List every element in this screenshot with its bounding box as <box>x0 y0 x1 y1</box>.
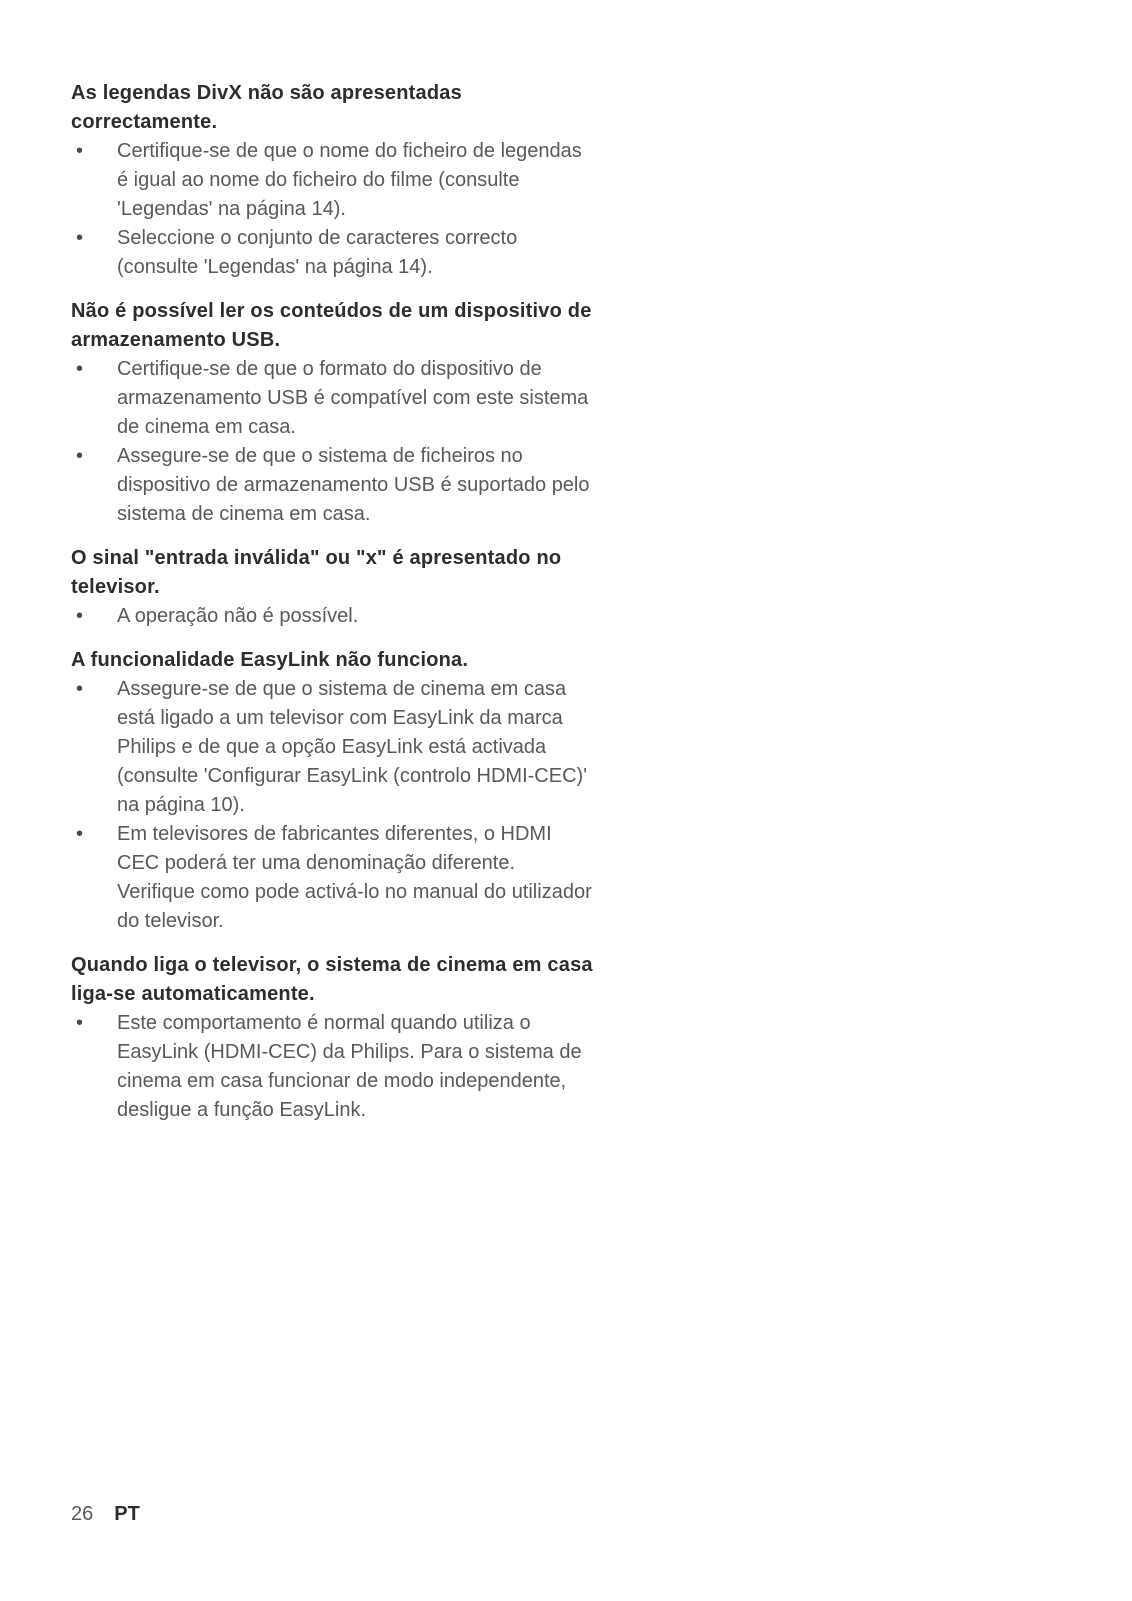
section-invalid-input <box>71 544 598 631</box>
bullet-text: Este comportamento é normal quando utiliza o EasyLink (HDMI-CEC) da Philips. Para o sistema de cinema em casa funcionar de modo independente, desligue a função EasyLink. <box>117 1012 582 1121</box>
bullet-icon: • <box>76 140 84 162</box>
section-tv-auto-on <box>71 951 598 1125</box>
bullet-icon: • <box>76 1012 84 1034</box>
section-divx-subtitles <box>71 79 598 282</box>
language-code: PT <box>114 1503 140 1525</box>
bullet-icon: • <box>76 678 84 700</box>
bullet-text: Certifique-se de que o nome do ficheiro de legendas é igual ao nome do ficheiro do filme (consulte 'Legendas' na página 14). <box>117 140 582 220</box>
page-number: 26 <box>71 1503 94 1525</box>
section-heading: Quando liga o televisor, o sistema de cinema em casa liga-se automaticamente. <box>71 954 593 1005</box>
bullet-icon: • <box>76 445 84 467</box>
section-heading: As legendas DivX não são apresentadas correctamente. <box>71 82 462 133</box>
list-item <box>71 442 598 529</box>
bullet-icon: • <box>76 823 84 845</box>
bullet-list <box>71 1009 598 1125</box>
list-item <box>71 355 598 442</box>
bullet-text: Assegure-se de que o sistema de cinema em casa está ligado a um televisor com EasyLink da marca Philips e de que a opção EasyLink está activada (consulte 'Configurar EasyLink (controlo HDMI-CEC)' na página 10). <box>117 678 588 816</box>
bullet-list <box>71 355 598 529</box>
section-heading: A funcionalidade EasyLink não funciona. <box>71 649 469 671</box>
bullet-list <box>71 675 598 936</box>
section-easylink-not-working <box>71 646 598 936</box>
section-heading: O sinal "entrada inválida" ou "x" é apresentado no televisor. <box>71 547 562 598</box>
list-item <box>71 602 598 631</box>
list-item <box>71 1009 598 1125</box>
bullet-icon: • <box>76 358 84 380</box>
bullet-text: Certifique-se de que o formato do dispositivo de armazenamento USB é compatível com este sistema de cinema em casa. <box>117 358 589 438</box>
bullet-icon: • <box>76 227 84 249</box>
section-heading: Não é possível ler os conteúdos de um dispositivo de armazenamento USB. <box>71 300 592 351</box>
bullet-text: A operação não é possível. <box>117 605 359 627</box>
list-item <box>71 224 598 282</box>
list-item <box>71 820 598 936</box>
bullet-list <box>71 602 598 631</box>
list-item <box>71 137 598 224</box>
list-item <box>71 675 598 820</box>
section-usb-contents <box>71 297 598 529</box>
bullet-text: Seleccione o conjunto de caracteres correcto (consulte 'Legendas' na página 14). <box>117 227 518 278</box>
bullet-text: Em televisores de fabricantes diferentes, o HDMI CEC poderá ter uma denominação diferente. Verifique como pode activá-lo no manual do utilizador do televisor. <box>117 823 592 932</box>
bullet-list <box>71 137 598 282</box>
bullet-text: Assegure-se de que o sistema de ficheiros no dispositivo de armazenamento USB é suportado pelo sistema de cinema em casa. <box>117 445 590 525</box>
page-footer <box>71 1500 140 1529</box>
troubleshooting-content <box>71 79 598 1125</box>
bullet-icon: • <box>76 605 84 627</box>
